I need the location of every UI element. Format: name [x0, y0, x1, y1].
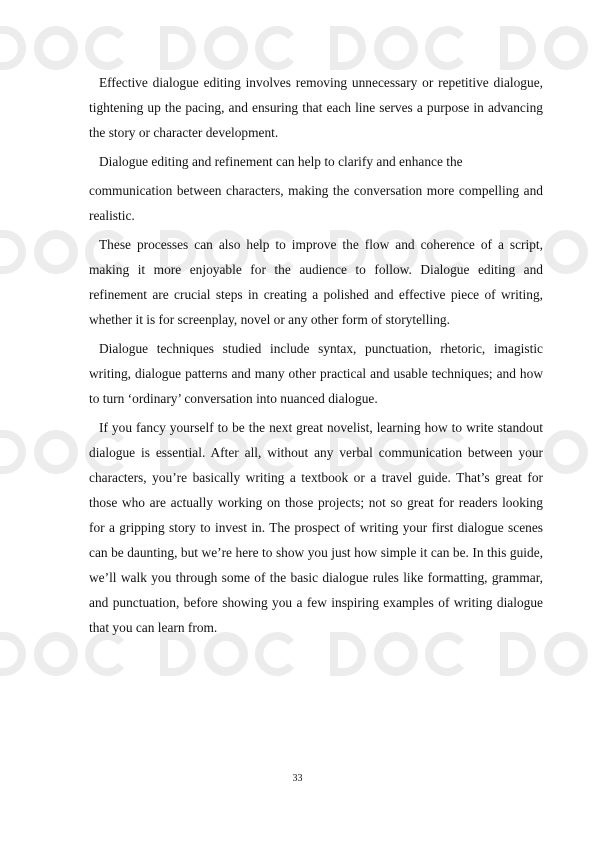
paragraph-techniques: Dialogue techniques studied include syntax, punctuation, rhetoric, imagistic writing, dialogue patterns and many other practical and usable techniques; and how to turn ‘ordinary’ conversation into nuanced dialogue. [89, 341, 543, 406]
paragraph-dialogue-editing: Effective dialogue editing involves removing unnecessary or repetitive dialogue, tightening up the pacing, and ensuring that each line serves a purpose in advancing the story or character development. [89, 75, 543, 140]
paragraph-editing-refinement-intro: Dialogue editing and refinement can help to clarify and enhance the [99, 154, 463, 169]
paragraph-communication: communication between characters, making the conversation more compelling and realistic. [89, 183, 543, 223]
page-number: 33 [292, 773, 303, 784]
body-text [89, 70, 543, 640]
paragraph-processes: These processes can also help to improve the flow and coherence of a script, making it more enjoyable for the audience to follow. Dialogue editing and refinement are crucial steps in creating a polished and effective piece of writing, whether it is for screenplay, novel or any other form of storytelling. [89, 237, 543, 327]
paragraph-novelist: If you fancy yourself to be the next great novelist, learning how to write standout dialogue is essential. After all, without any verbal communication between your characters, you’re basically writing a textbook or a travel guide. That’s great for those who are actually working on those projects; not so great for readers looking for a gripping story to invest in. The prospect of writing your first dialogue scenes can be daunting, but we’re here to show you just how simple it can be. In this guide, we’ll walk you through some of the basic dialogue rules like formatting, grammar, and punctuation, before showing you a few inspiring examples of writing dialogue that you can learn from. [89, 420, 543, 635]
watermark-row-1 [0, 26, 595, 70]
